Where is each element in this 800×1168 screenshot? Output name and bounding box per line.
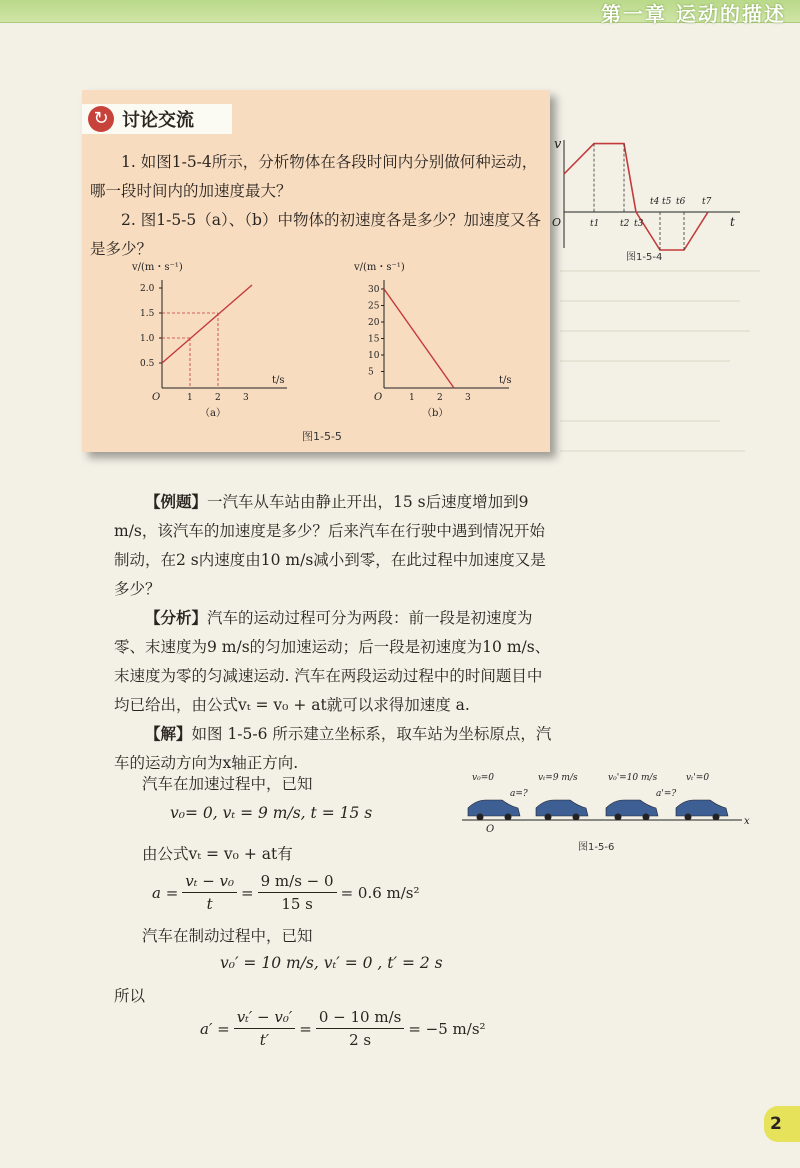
f2-den1: t′ xyxy=(259,1031,270,1049)
fig155a-ytick-label: 2.0 xyxy=(140,284,155,294)
f2-frac2 xyxy=(316,1008,404,1049)
f1-num2: 9 m/s − 0 xyxy=(258,872,337,893)
fig154-tick-label: t7 xyxy=(702,197,712,207)
fig154-tick-label: t6 xyxy=(676,197,686,207)
figure-155a xyxy=(122,258,302,428)
car-wheel xyxy=(545,814,552,821)
fig155a-xtick-label: 2 xyxy=(215,393,221,403)
fig155a-xtick-label: 3 xyxy=(243,393,249,403)
fig156-label-2: vₜ=9 m/s xyxy=(538,773,578,783)
fig154-xlabel: t xyxy=(730,215,735,229)
solution-text: 如图 1-5-6 所示建立坐标系，取车站为坐标原点，汽车的运动方向为x轴正方向. xyxy=(114,725,552,772)
fig155a-ytick-label: 0.5 xyxy=(140,359,155,369)
fig155b-ytick-label: 15 xyxy=(368,334,380,345)
figure-154 xyxy=(548,130,748,270)
car-wheel xyxy=(477,814,484,821)
analysis-text: 汽车的运动过程可分为两段：前一段是初速度为零、末速度为9 m/s的匀加速运动；后一段是初速度为10 m/s、末速度为零的匀减速运动. 汽车在两段运动过程中的时间题目中均已给出，由公式vₜ = v₀ + at就可以求得加速度 a. xyxy=(114,609,551,714)
fig156-label-3: v₀'=10 m/s xyxy=(608,773,658,783)
so-text: 所以 xyxy=(114,987,146,1005)
fig155b-ytick-label: 30 xyxy=(368,285,380,295)
example-text: 一汽车从车站由静止开出，15 s后速度增加到9 m/s，该汽车的加速度是多少？后来汽车在行驶中遇到情况开始制动，在2 s内速度由10 m/s减小到零，在此过程中加速度又是多少？ xyxy=(114,493,546,598)
car-icon xyxy=(606,800,658,816)
fig154-line xyxy=(564,144,708,250)
fig154-tick-label: t5 xyxy=(662,197,672,207)
figure-155b xyxy=(344,258,534,428)
formula-1 xyxy=(152,872,420,913)
fig155a-sub: （a） xyxy=(200,408,226,419)
f1-num1: vₜ − v₀ xyxy=(182,872,237,893)
fig155b-origin: O xyxy=(374,392,383,403)
given-2: v₀′ = 10 m/s, vₜ′ = 0 , t′ = 2 s xyxy=(220,954,443,972)
fig155b-ylabel: v/(m・s⁻¹) xyxy=(354,262,405,273)
f2-num1: vₜ′ − v₀′ xyxy=(234,1008,296,1029)
fig155b-xtick-label: 3 xyxy=(465,393,471,403)
fig156-a2: a'=? xyxy=(656,789,677,799)
solution-label: 【解】 xyxy=(145,725,192,743)
fig155b-xtick-label: 2 xyxy=(437,393,443,403)
f1-den1: t xyxy=(206,895,213,913)
page-number: 2 xyxy=(764,1106,800,1142)
f1-den2: 15 s xyxy=(281,895,313,913)
car-icon xyxy=(676,800,728,816)
fig155a-line xyxy=(162,285,252,363)
car-wheel xyxy=(685,814,692,821)
accel-intro: 汽车在加速过程中，已知 xyxy=(142,775,313,793)
discussion-header xyxy=(82,104,232,134)
fig155a-ytick-label: 1.0 xyxy=(140,334,155,344)
example-paragraph xyxy=(114,488,554,604)
fig154-origin: O xyxy=(552,216,562,229)
car-wheel xyxy=(573,814,580,821)
analysis-label: 【分析】 xyxy=(145,609,208,627)
question-2: 2. 图1-5-5（a）、（b）中物体的初速度各是多少？加速度又各是多少？ xyxy=(90,211,541,258)
f2-num2: 0 − 10 m/s xyxy=(316,1008,404,1029)
f1-lhs: a = xyxy=(152,883,179,902)
car-icon xyxy=(536,800,588,816)
fig156-origin: O xyxy=(486,824,495,835)
f2-eq: = xyxy=(299,1019,312,1038)
fig155b-ytick-label: 25 xyxy=(368,301,380,312)
fig155a-xlabel: t/s xyxy=(272,375,285,386)
fig155a-xtick-label: 1 xyxy=(187,393,193,403)
f1-result: = 0.6 m/s² xyxy=(340,883,420,902)
f2-result: = −5 m/s² xyxy=(408,1019,486,1038)
fig155a-ytick-label: 1.5 xyxy=(140,309,155,319)
fig155b-line xyxy=(384,289,454,388)
car-icon xyxy=(468,800,520,816)
fig154-caption: 图1-5-4 xyxy=(626,252,663,263)
fig155b-ytick-label: 20 xyxy=(368,318,380,328)
fig156-label-1: v₀=0 xyxy=(472,773,494,783)
fig154-tick-label: t3 xyxy=(634,219,644,229)
example-label: 【例题】 xyxy=(145,493,208,511)
fig155b-xlabel: t/s xyxy=(499,375,512,386)
discussion-box xyxy=(82,90,550,452)
f2-lhs: a′ = xyxy=(200,1019,230,1038)
car-wheel xyxy=(643,814,650,821)
f1-frac2 xyxy=(258,872,337,913)
fig156-label-4: vₜ'=0 xyxy=(686,773,710,783)
formula-intro: 由公式vₜ = v₀ + at有 xyxy=(142,845,293,863)
fig156-caption: 图1-5-6 xyxy=(578,842,615,853)
fig155b-ytick-label: 5 xyxy=(368,367,374,378)
fig154-tick-label: t1 xyxy=(590,219,600,229)
car-wheel xyxy=(713,814,720,821)
analysis-paragraph xyxy=(114,604,554,720)
brake-intro: 汽车在制动过程中，已知 xyxy=(142,927,313,945)
formula-2 xyxy=(200,1008,486,1049)
chapter-title: 第一章 运动的描述 xyxy=(601,2,786,26)
fig155a-origin: O xyxy=(152,392,161,403)
discussion-title: 讨论交流 xyxy=(122,110,194,131)
fig155a-ylabel: v/(m・s⁻¹) xyxy=(132,262,183,273)
fig155b-sub: （b） xyxy=(422,408,449,419)
fig156-a1: a=? xyxy=(510,789,528,799)
car-wheel xyxy=(615,814,622,821)
f1-eq: = xyxy=(241,883,254,902)
fig155b-ytick-label: 10 xyxy=(368,351,380,361)
car-wheel xyxy=(505,814,512,821)
fig155-caption: 图1-5-5 xyxy=(302,430,342,443)
given-1: v₀= 0, vₜ = 9 m/s, t = 15 s xyxy=(170,804,373,822)
f1-frac1 xyxy=(182,872,237,913)
f2-den2: 2 s xyxy=(349,1031,372,1049)
figure-156 xyxy=(460,768,760,858)
chapter-banner xyxy=(0,0,800,26)
fig154-tick-label: t2 xyxy=(620,219,630,229)
fig154-ylabel: v xyxy=(554,137,562,152)
f2-frac1 xyxy=(234,1008,296,1049)
refresh-arrow-icon: ↻ xyxy=(88,106,114,132)
fig156-axis-label: x xyxy=(744,816,750,827)
question-1: 1. 如图1-5-4所示，分析物体在各段时间内分别做何种运动，哪一段时间内的加速度最大？ xyxy=(90,153,538,200)
fig154-tick-label: t4 xyxy=(650,197,660,207)
fig155b-xtick-label: 1 xyxy=(409,393,415,403)
